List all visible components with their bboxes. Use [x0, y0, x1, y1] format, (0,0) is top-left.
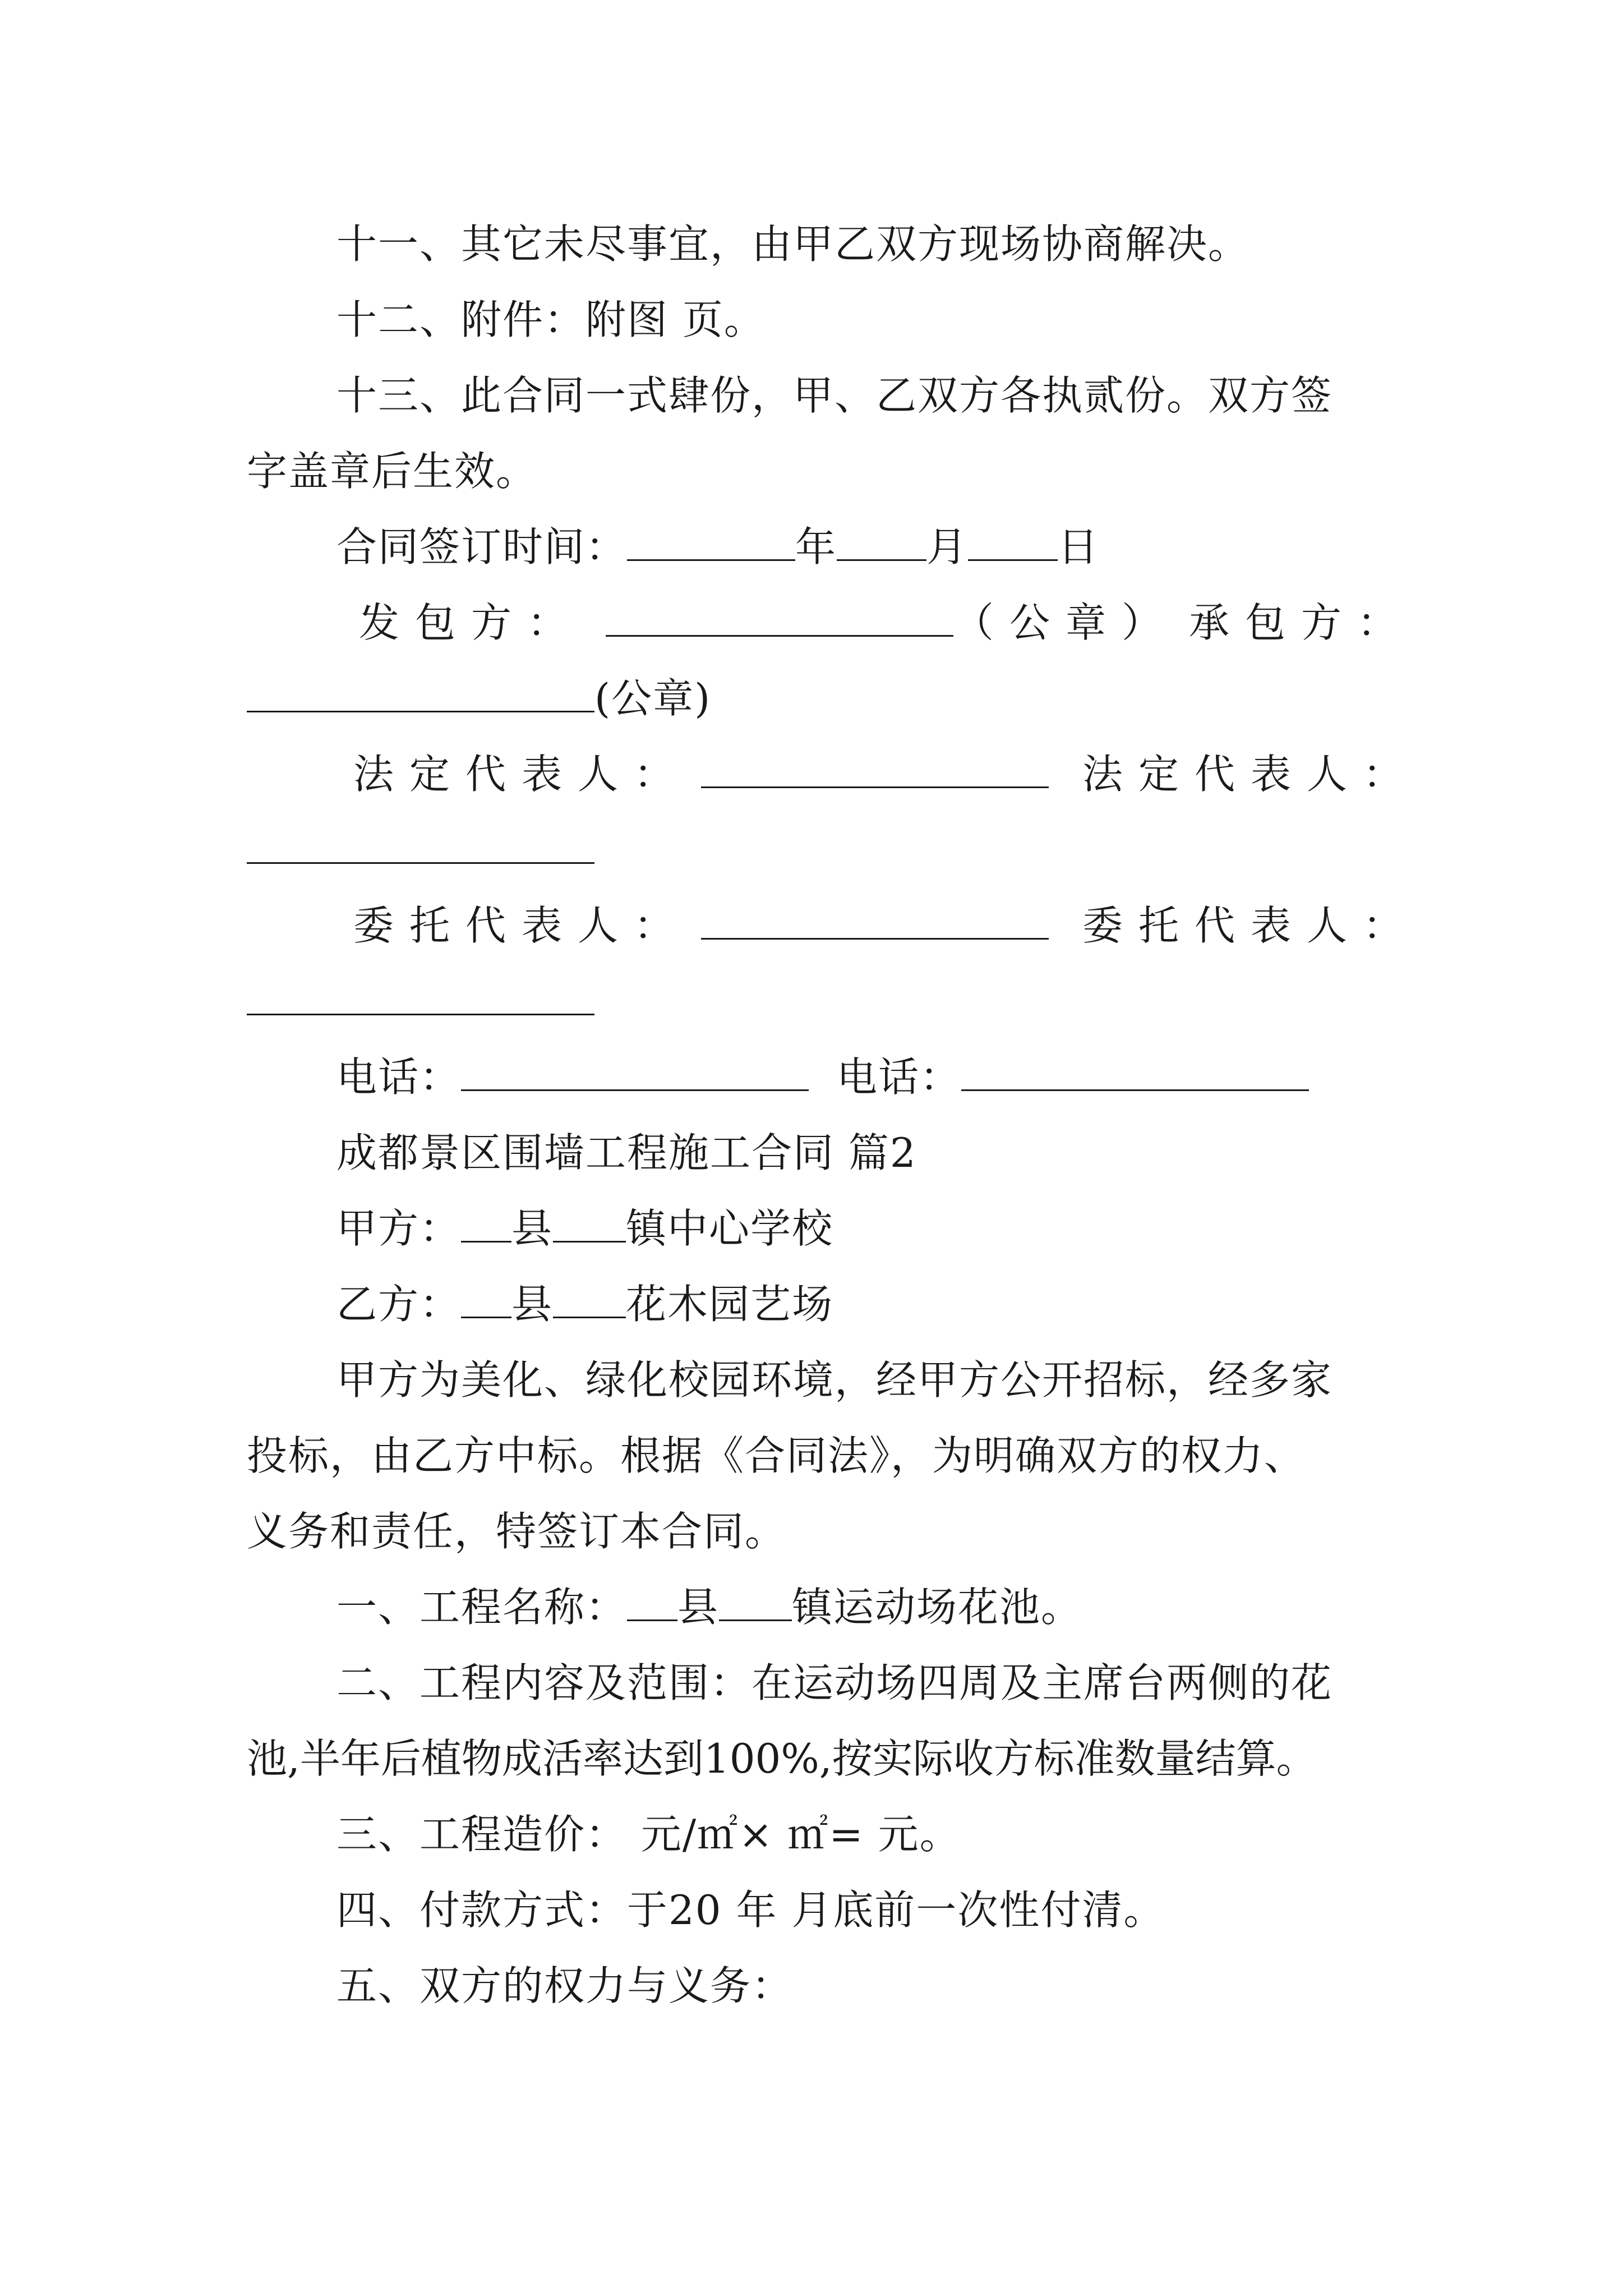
item-5-line: 五、双方的权力与义务：	[336, 1962, 794, 2009]
proxy-rep-line	[353, 898, 1419, 954]
legal-rep-blank-b	[247, 822, 594, 864]
item-2-line-1: 二、工程内容及范围：在运动场四周及主席台两侧的花	[336, 1659, 1333, 1706]
party-a-line	[336, 1200, 1385, 1257]
party-b-line	[336, 1276, 1385, 1332]
month-label: 月	[926, 523, 969, 570]
proxy-rep-blank-b	[247, 973, 594, 1015]
intro-paragraph-3: 义务和责任，特签订本合同。	[247, 1508, 787, 1555]
year-label: 年	[795, 523, 837, 570]
issuer-blank	[606, 595, 953, 637]
contractor-line	[247, 670, 1385, 726]
item-4-line: 四、付款方式：于20 年 月底前一次性付清。	[336, 1887, 1165, 1934]
month-blank	[837, 519, 926, 561]
seal-label-2: (公章)	[594, 675, 712, 722]
party-a-prefix: 甲方：	[336, 1205, 462, 1252]
party-a-suffix: 镇中心学校	[626, 1205, 834, 1252]
sign-time-line	[336, 519, 1385, 575]
item-1-suffix: 镇运动场花池。	[792, 1584, 1083, 1631]
proxy-rep-label-b: 委托代表人：	[1082, 902, 1419, 949]
year-blank	[627, 519, 795, 561]
item-1-prefix: 一、工程名称：	[336, 1584, 628, 1631]
clause-13: 十三、此合同一式肆份，甲、乙双方各执贰份。双方签	[336, 372, 1333, 419]
legal-rep-blank-a	[701, 746, 1049, 788]
legal-rep-line	[353, 746, 1419, 802]
item-1-county-blank	[627, 1579, 677, 1621]
legal-rep-label-a: 法定代表人：	[353, 751, 690, 798]
party-b-county-blank	[461, 1276, 511, 1318]
party-a-county-blank	[461, 1200, 511, 1243]
item-1-county: 县	[677, 1584, 720, 1631]
day-label: 日	[1058, 523, 1100, 570]
party-b-prefix: 乙方：	[336, 1281, 462, 1328]
intro-paragraph-2: 投标，由乙方中标。根据《合同法》，为明确双方的权力、	[247, 1432, 1306, 1479]
proxy-rep-label-a: 委托代表人：	[353, 902, 690, 949]
party-a-town-blank	[553, 1200, 626, 1243]
party-b-town-blank	[553, 1276, 626, 1318]
phone-label-b: 电话：	[837, 1053, 962, 1101]
phone-line	[336, 1049, 1385, 1105]
day-blank	[968, 519, 1058, 561]
legal-rep-label-b: 法定代表人：	[1082, 751, 1419, 798]
proxy-rep-blank-a	[701, 898, 1049, 940]
seal-label: （公章）	[953, 599, 1178, 646]
clause-11: 十一、其它未尽事宜，由甲乙双方现场协商解决。	[336, 220, 1250, 268]
clause-12: 十二、附件：附图 页。	[336, 296, 766, 343]
issuer-line	[359, 595, 1414, 651]
sign-time-label: 合同签订时间：	[336, 523, 628, 570]
party-a-county: 县	[511, 1205, 554, 1252]
phone-label-a: 电话：	[336, 1053, 462, 1101]
proxy-rep-line-cont	[247, 973, 1385, 1029]
issuer-label: 发包方：	[359, 599, 584, 646]
phone-blank-b	[961, 1049, 1309, 1091]
party-b-county: 县	[511, 1281, 554, 1328]
item-1-line	[336, 1579, 1385, 1635]
item-1-town-blank	[719, 1579, 792, 1621]
clause-13-cont: 字盖章后生效。	[247, 448, 538, 495]
item-3-line: 三、工程造价： 元/㎡× ㎡= 元。	[336, 1811, 961, 1858]
legal-rep-line-cont	[247, 822, 1385, 878]
section-title: 成都景区围墙工程施工合同 篇2	[336, 1129, 917, 1176]
item-2-line-2: 池,半年后植物成活率达到100%,按实际收方标准数量结算。	[247, 1735, 1317, 1782]
intro-paragraph-1: 甲方为美化、绿化校园环境，经甲方公开招标，经多家	[336, 1356, 1333, 1404]
phone-blank-a	[461, 1049, 809, 1091]
contractor-label: 承包方：	[1189, 599, 1414, 646]
party-b-suffix: 花木园艺场	[626, 1281, 834, 1328]
contractor-blank	[247, 670, 594, 712]
